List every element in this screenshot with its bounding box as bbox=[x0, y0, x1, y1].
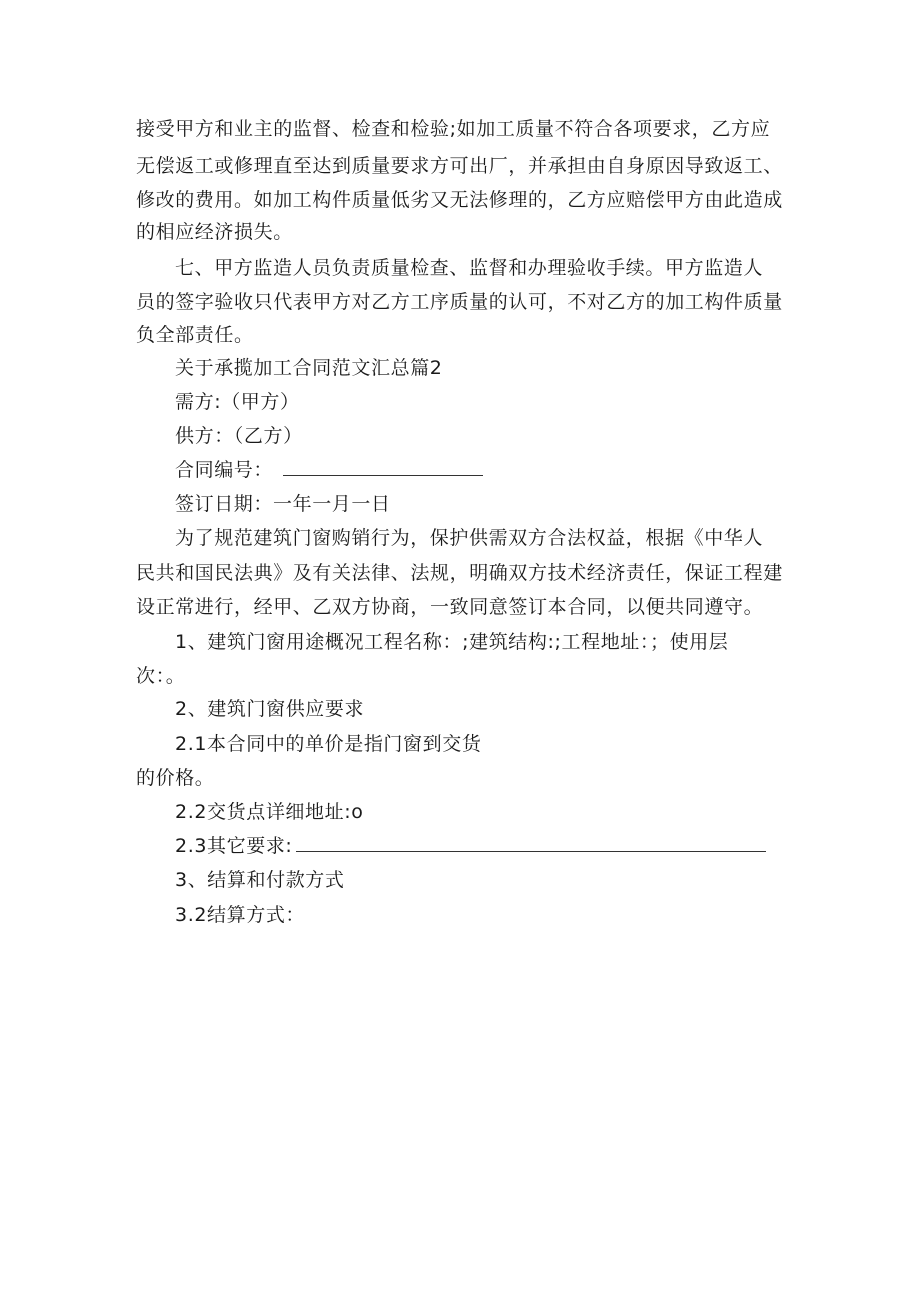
item1-line-1: 1、建筑门窗用途概况工程名称：;建筑结构:;工程地址：；使用层 bbox=[175, 631, 729, 653]
item2-1-line-2: 的价格。 bbox=[136, 767, 215, 789]
item3-heading: 3、结算和付款方式 bbox=[175, 869, 345, 891]
contract-number-row bbox=[175, 458, 483, 482]
intro-line-1: 为了规范建筑门窗购销行为，保护供需双方合法权益，根据《中华人 bbox=[175, 527, 764, 549]
item2-3-blank bbox=[296, 835, 766, 852]
item2-3-row bbox=[175, 834, 766, 858]
para2-line-1: 七、甲方监造人员负责质量检查、监督和办理验收手续。甲方监造人 bbox=[175, 257, 764, 279]
item2-heading: 2、建筑门窗供应要求 bbox=[175, 698, 365, 720]
item2-3-label: 2.3其它要求: bbox=[175, 835, 293, 857]
para1-line-1: 接受甲方和业主的监督、检查和检验;如加工质量不符合各项要求，乙方应 bbox=[136, 118, 771, 140]
sign-date: 签订日期：一年一月一日 bbox=[175, 493, 391, 515]
item3-2: 3.2结算方式： bbox=[175, 904, 306, 926]
supply-party: 供方：（乙方） bbox=[175, 425, 303, 447]
item2-1-line-1: 2.1本合同中的单价是指门窗到交货 bbox=[175, 733, 482, 755]
item1-line-2: 次：。 bbox=[136, 665, 186, 687]
para2-line-3: 负全部责任。 bbox=[136, 324, 254, 346]
contract-number-blank bbox=[283, 459, 483, 476]
intro-line-3: 设正常进行，经甲、乙双方协商，一致同意签订本合同，以便共同遵守。 bbox=[136, 596, 764, 618]
contract-number-label: 合同编号： bbox=[175, 459, 274, 481]
section-title: 关于承揽加工合同范文汇总篇2 bbox=[175, 357, 443, 379]
para1-line-4: 的相应经济损失。 bbox=[136, 221, 293, 243]
para1-line-3: 修改的费用。如加工构件质量低劣又无法修理的，乙方应赔偿甲方由此造成 bbox=[136, 189, 783, 211]
item2-2: 2.2交货点详细地址:o bbox=[175, 801, 364, 823]
demand-party: 需方:（甲方） bbox=[175, 391, 300, 413]
para1-line-2: 无偿返工或修理直至达到质量要求方可出厂，并承担由自身原因导致返工、 bbox=[136, 155, 783, 177]
para2-line-2: 员的签字验收只代表甲方对乙方工序质量的认可，不对乙方的加工构件质量 bbox=[136, 291, 783, 313]
intro-line-2: 民共和国民法典》及有关法律、法规，明确双方技术经济责任，保证工程建 bbox=[136, 562, 783, 584]
